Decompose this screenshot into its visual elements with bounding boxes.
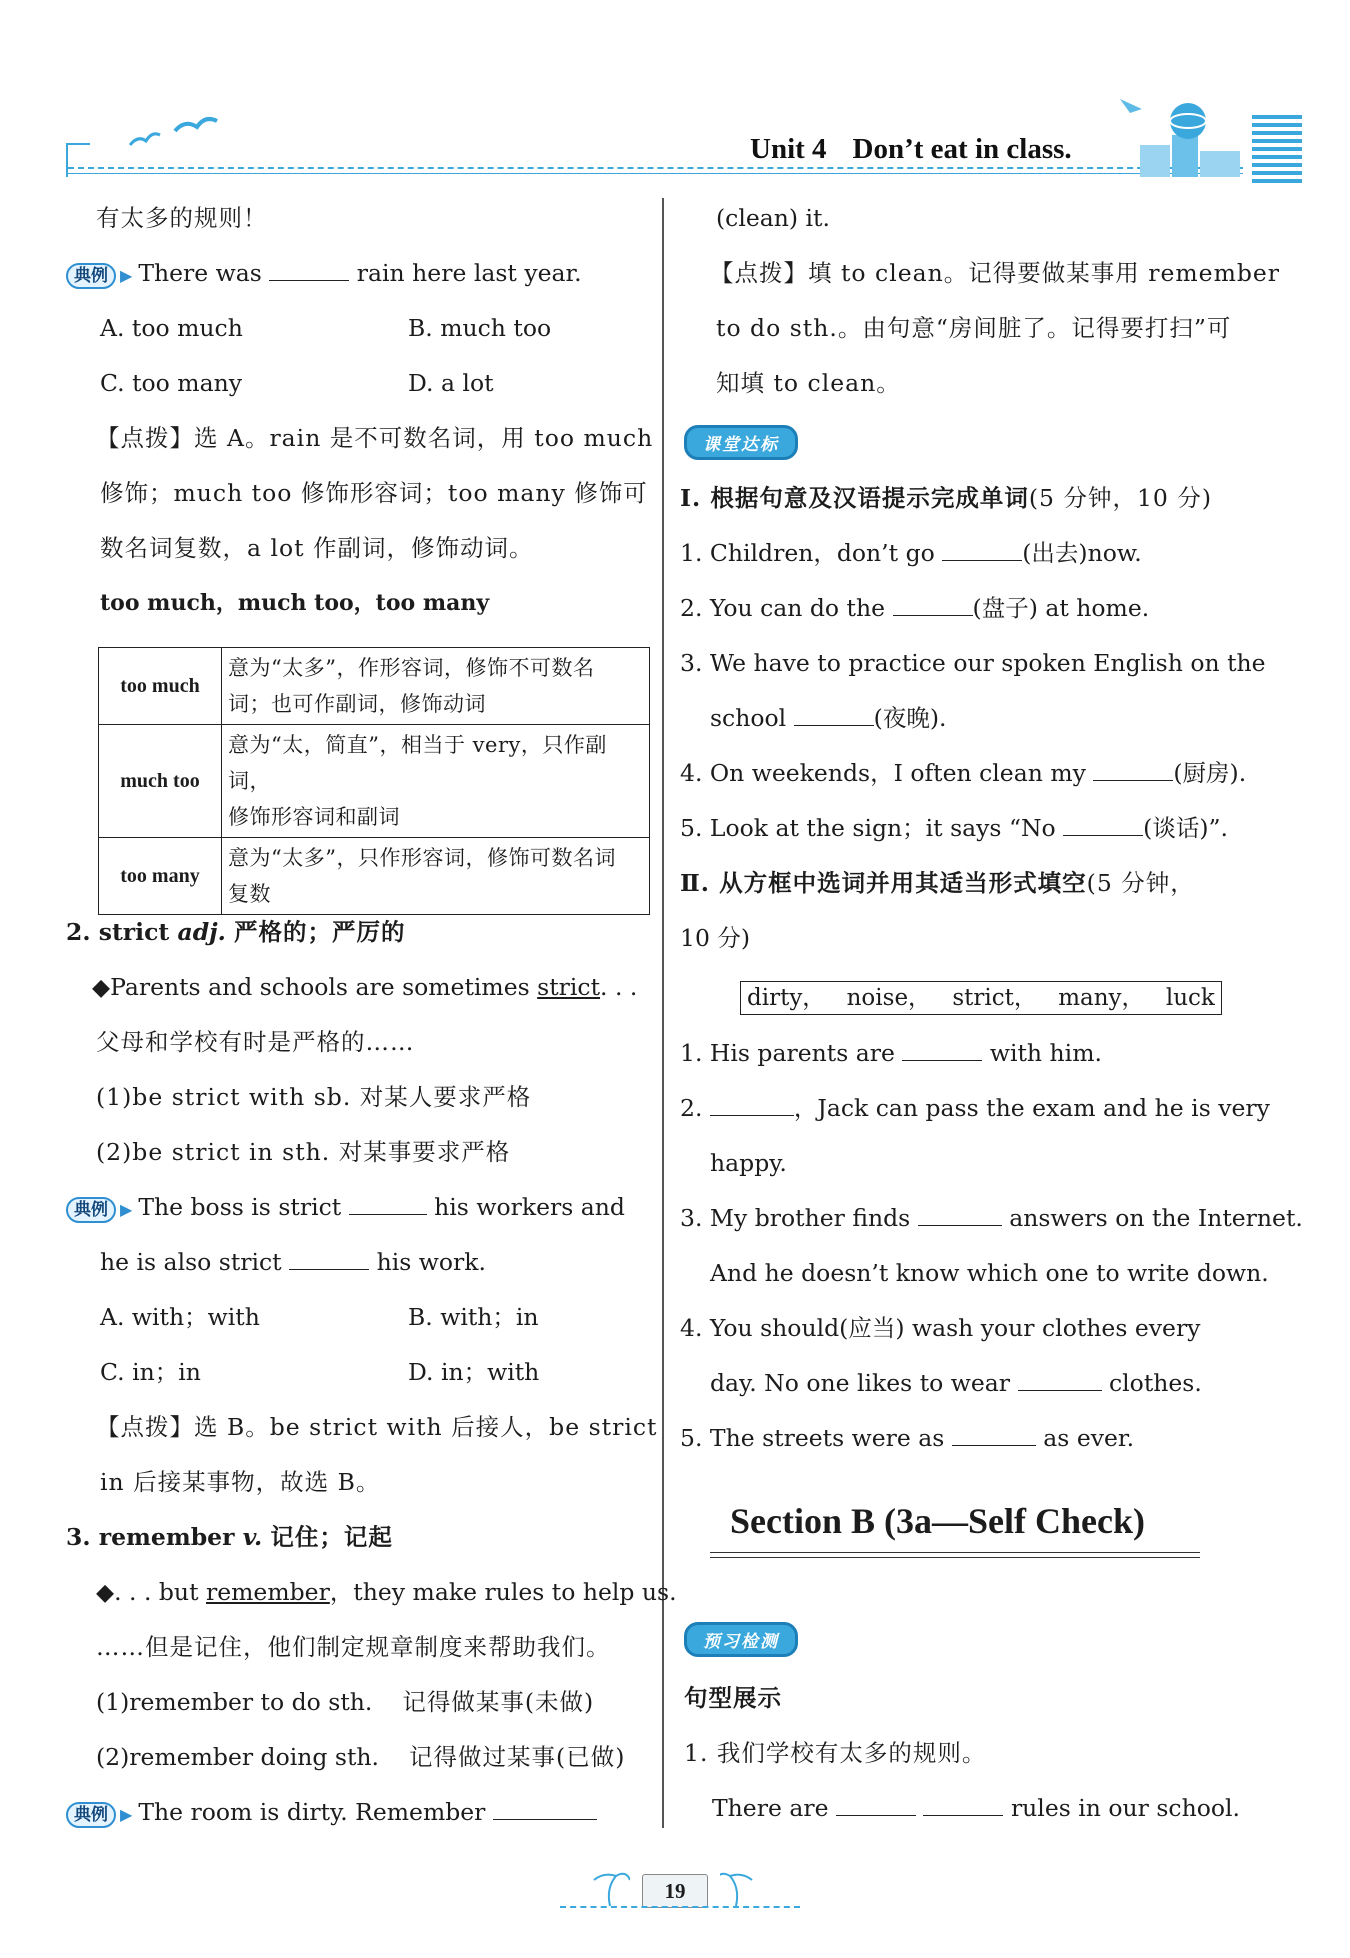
tip-line: 【点拨】填 to clean。记得要做某事用 remember xyxy=(710,259,1281,287)
table-row xyxy=(99,648,650,725)
sentence-remember: ◆. . . but remember，they make rules to help us. xyxy=(96,1578,677,1606)
question: happy. xyxy=(710,1149,787,1177)
option-c: C. too many xyxy=(100,369,242,397)
question: 5. The streets were as as ever. xyxy=(680,1424,1135,1452)
answer-blank[interactable] xyxy=(1063,813,1143,836)
footer-dashed-line xyxy=(560,1906,800,1908)
sentence-cn: 父母和学校有时是严格的…… xyxy=(96,1028,415,1056)
table-key: too many xyxy=(99,838,222,915)
tip-line: to do sth.。由句意“房间脏了。记得要打扫”可 xyxy=(716,314,1232,342)
example-badge: 典例 xyxy=(66,263,116,289)
answer-blank[interactable] xyxy=(923,1793,1003,1816)
tip-line: in 后接某事物，故选 B。 xyxy=(100,1468,381,1496)
comparison-table xyxy=(98,647,650,915)
table-value: 意为“太，简直”，相当于 very，只作副词， 修饰形容词和副词 xyxy=(222,725,650,838)
word-box: dirty， noise， strict， many， luck xyxy=(740,981,1222,1015)
header-stripes xyxy=(1252,115,1302,183)
example-3: 典例 ▶ The room is dirty. Remember xyxy=(66,1797,597,1830)
answer-blank[interactable] xyxy=(794,703,874,726)
option-c: C. in；in xyxy=(100,1358,201,1386)
arrow-icon: ▶ xyxy=(120,1200,133,1219)
question: 2. ，Jack can pass the exam and he is very xyxy=(680,1094,1270,1122)
tip-line: 【点拨】选 B。be strict with 后接人，be strict xyxy=(96,1413,658,1441)
example-1: 典例 ▶ There was rain here last year. xyxy=(66,258,582,291)
section-tag-preview: 预习检测 xyxy=(684,1622,798,1657)
heading-remember: 3. remember v. 记住；记起 xyxy=(66,1523,393,1551)
section-tag-classwork: 课堂达标 xyxy=(684,425,798,460)
palm-right-icon xyxy=(720,1868,780,1908)
example-2-line2: he is also strict his work. xyxy=(100,1248,486,1276)
arrow-icon: ▶ xyxy=(120,266,133,285)
answer-blank[interactable] xyxy=(952,1423,1036,1446)
question: 1. Children，don’t go (出去)now. xyxy=(680,539,1142,567)
option-b: B. with；in xyxy=(408,1303,539,1331)
table-row xyxy=(99,838,650,915)
example-badge: 典例 xyxy=(66,1197,116,1223)
header-bracket xyxy=(66,143,90,177)
option-a: A. too much xyxy=(100,314,243,342)
question: 4. On weekends，I often clean my (厨房). xyxy=(680,759,1247,787)
table-key: too much xyxy=(99,648,222,725)
unit-title: Unit 4 Don’t eat in class. xyxy=(750,133,1072,165)
answer-blank[interactable] xyxy=(493,1797,597,1820)
answer-blank[interactable] xyxy=(918,1203,1002,1226)
question: 3. My brother finds answers on the Internet. xyxy=(680,1204,1303,1232)
table-value: 意为“太多”，只作形容词，修饰可数名词 复数 xyxy=(222,838,650,915)
question: 5. Look at the sign；it says “No (谈话)”. xyxy=(680,814,1228,842)
option-d: D. in；with xyxy=(408,1358,540,1386)
section-rule xyxy=(710,1557,1200,1558)
question: 3. We have to practice our spoken English on the xyxy=(680,649,1266,677)
example-2: 典例 ▶ The boss is strict his workers and xyxy=(66,1192,625,1225)
section-b-title: Section B (3a—Self Check) xyxy=(730,1501,1145,1541)
page-header xyxy=(60,95,1300,185)
compare-title: too much，much too，too many xyxy=(100,590,490,616)
tip-line: 【点拨】选 A。rain 是不可数名词，用 too much xyxy=(96,424,654,452)
answer-blank[interactable] xyxy=(836,1793,916,1816)
header-rule xyxy=(68,173,1243,174)
header-dashed-line xyxy=(68,167,1243,169)
heading-strict: 2. strict adj. 严格的；严厉的 xyxy=(66,918,406,946)
exercise-1-title: Ⅰ. 根据句意及汉语提示完成单词(5 分钟，10 分) xyxy=(680,484,1212,512)
sentence-cn: 1. 我们学校有太多的规则。 xyxy=(684,1739,987,1767)
phrase-line: (2)be strict in sth. 对某事要求严格 xyxy=(96,1138,511,1166)
arrow-icon: ▶ xyxy=(120,1805,133,1824)
option-d: D. a lot xyxy=(408,369,494,397)
subheading: 句型展示 xyxy=(684,1684,782,1712)
section-rule xyxy=(710,1552,1200,1553)
question: school (夜晚). xyxy=(710,704,947,732)
answer-blank[interactable] xyxy=(902,1038,982,1061)
option-a: A. with；with xyxy=(100,1303,260,1331)
phrase-line: (1)remember to do sth. 记得做某事(未做) xyxy=(96,1688,595,1716)
tip-line: 知填 to clean。 xyxy=(716,369,901,397)
page-footer xyxy=(560,1868,800,1918)
example-badge: 典例 xyxy=(66,1802,116,1828)
answer-blank[interactable] xyxy=(269,258,349,281)
question: 1. His parents are with him. xyxy=(680,1039,1102,1067)
table-key: much too xyxy=(99,725,222,838)
tip-line: 数名词复数，a lot 作副词，修饰动词。 xyxy=(100,534,534,562)
answer-blank[interactable] xyxy=(710,1093,794,1116)
tip-line: 修饰；much too 修饰形容词；too many 修饰可 xyxy=(100,479,648,507)
question: day. No one likes to wear clothes. xyxy=(710,1369,1202,1397)
palm-left-icon xyxy=(570,1868,630,1908)
exercise-2-title: Ⅱ. 从方框中选词并用其适当形式填空(5 分钟， xyxy=(680,869,1195,897)
birds-icon xyxy=(120,115,240,155)
sentence-strict: ◆Parents and schools are sometimes strict. . . xyxy=(92,973,638,1001)
table-value: 意为“太多”，作形容词，修饰不可数名 词；也可作副词，修饰动词 xyxy=(222,648,650,725)
answer-blank[interactable] xyxy=(289,1247,369,1270)
answer-blank[interactable] xyxy=(1018,1368,1102,1391)
page-number: 19 xyxy=(642,1874,708,1908)
table-row xyxy=(99,725,650,838)
sentence-cn: ……但是记住，他们制定规章制度来帮助我们。 xyxy=(96,1633,611,1661)
question: 4. You should(应当) wash your clothes every xyxy=(680,1314,1201,1342)
phrase-line: (2)remember doing sth. 记得做过某事(已做) xyxy=(96,1743,626,1771)
answer-blank[interactable] xyxy=(893,593,973,616)
globe-decoration-icon xyxy=(1100,95,1250,179)
question: And he doesn’t know which one to write down. xyxy=(710,1259,1269,1287)
answer-blank[interactable] xyxy=(349,1192,427,1215)
option-b: B. much too xyxy=(408,314,552,342)
text-line: 有太多的规则！ xyxy=(96,204,268,232)
answer-blank[interactable] xyxy=(1093,758,1173,781)
sentence-en: There are rules in our school. xyxy=(712,1794,1241,1822)
text-line: (clean) it. xyxy=(716,204,830,232)
question: 2. You can do the (盘子) at home. xyxy=(680,594,1150,622)
phrase-line: (1)be strict with sb. 对某人要求严格 xyxy=(96,1083,532,1111)
answer-blank[interactable] xyxy=(942,538,1022,561)
exercise-2-meta: 10 分) xyxy=(680,924,751,952)
